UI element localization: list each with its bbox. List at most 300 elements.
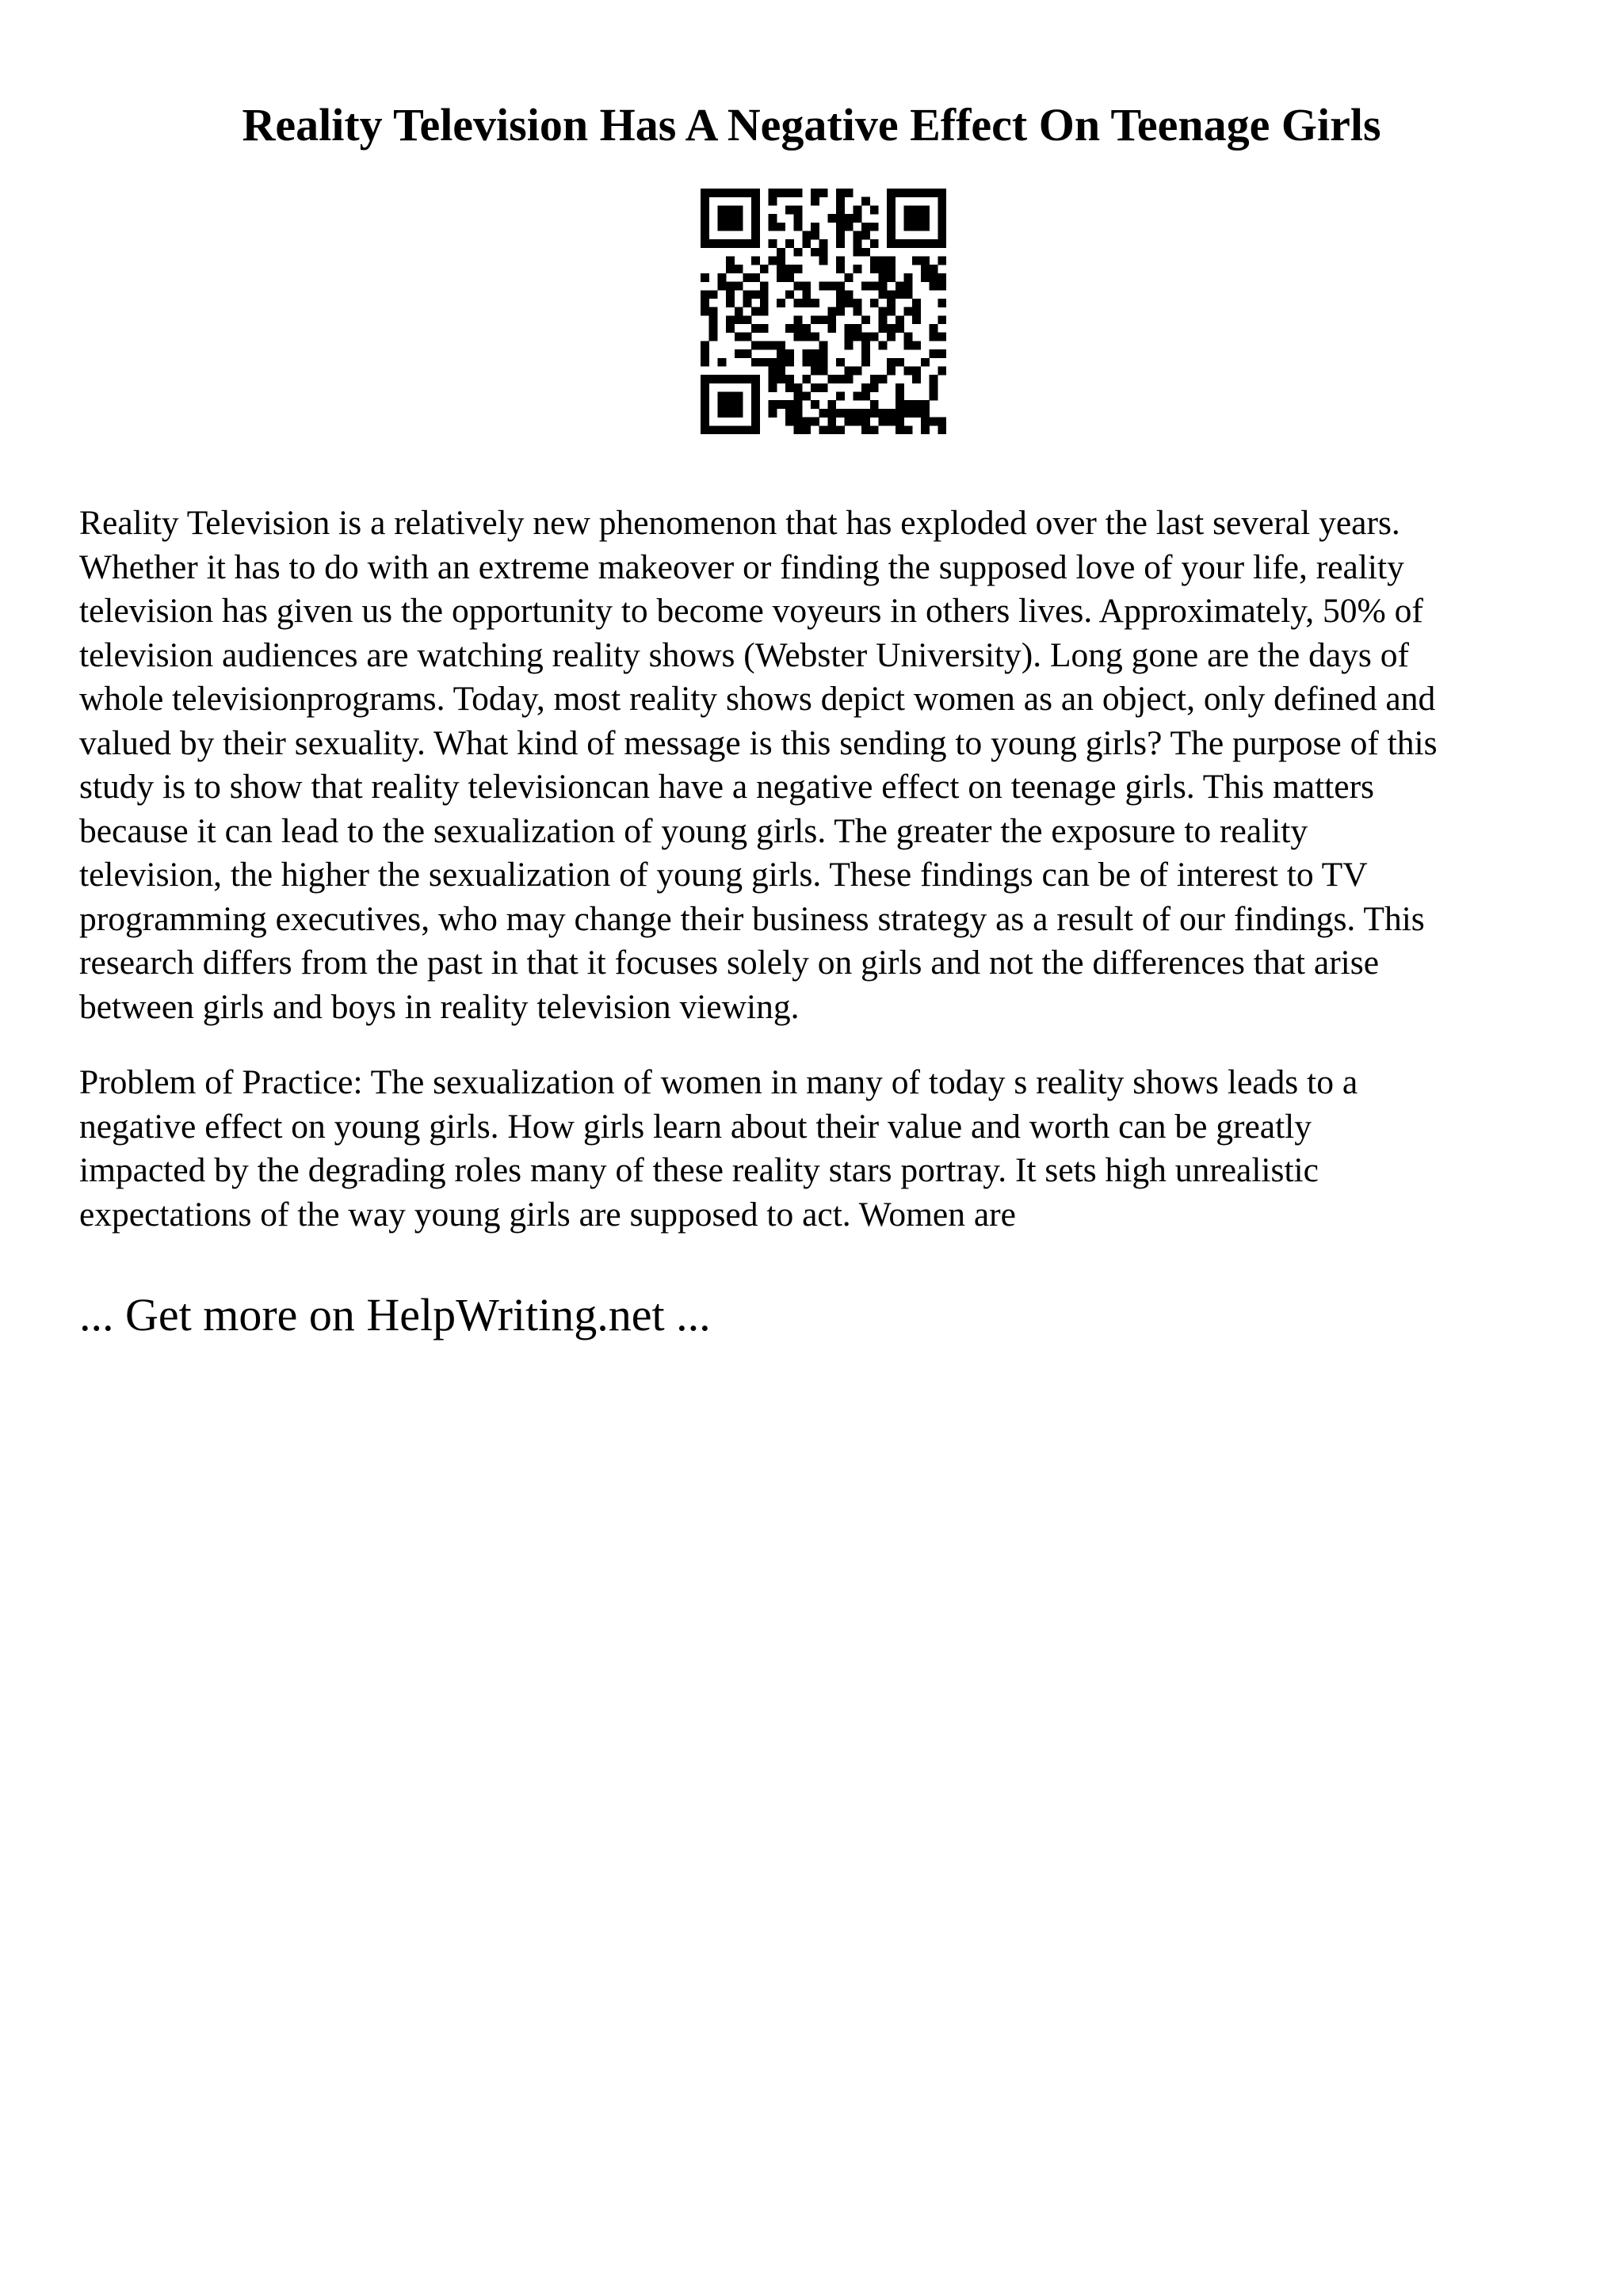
qr-module	[802, 333, 811, 341]
qr-module	[870, 299, 879, 307]
qr-module	[726, 189, 735, 197]
qr-module	[735, 333, 743, 341]
qr-module	[861, 231, 870, 239]
qr-module	[938, 223, 946, 231]
qr-module	[878, 341, 887, 349]
get-more-link[interactable]: ... Get more on HelpWriting.net ...	[79, 1289, 711, 1341]
qr-module	[870, 383, 879, 392]
qr-module	[751, 418, 760, 426]
qr-module	[836, 358, 845, 367]
qr-module	[878, 375, 887, 383]
qr-module	[769, 223, 777, 231]
qr-module	[896, 400, 904, 409]
qr-module	[853, 418, 861, 426]
qr-module	[743, 189, 751, 197]
qr-module	[717, 205, 726, 214]
qr-module	[819, 239, 828, 248]
qr-module	[845, 333, 854, 341]
qr-module	[870, 257, 879, 265]
qr-module	[887, 358, 896, 367]
qr-module	[887, 418, 896, 426]
qr-module	[853, 333, 861, 341]
qr-module	[811, 333, 819, 341]
qr-module	[769, 358, 777, 367]
qr-module	[751, 231, 760, 239]
paragraph-line: television audiences are watching reality shows (Webster University). Long gone are the days of	[79, 635, 1409, 674]
qr-module	[794, 189, 803, 197]
qr-module	[794, 248, 803, 257]
qr-module	[794, 400, 803, 409]
qr-module	[878, 315, 887, 324]
paragraph-line: Reality Television is a relatively new phenomenon that has exploded over the last several years.	[79, 504, 1400, 542]
qr-module	[861, 223, 870, 231]
qr-module	[938, 205, 946, 214]
qr-module	[701, 375, 709, 383]
qr-module	[701, 400, 709, 409]
qr-module	[896, 189, 904, 197]
qr-module	[861, 282, 870, 291]
qr-module	[827, 400, 836, 409]
qr-module	[701, 189, 709, 197]
qr-module	[751, 375, 760, 383]
qr-module	[930, 324, 938, 333]
qr-module	[930, 273, 938, 282]
qr-module	[853, 392, 861, 401]
qr-module	[769, 214, 777, 223]
qr-module	[777, 366, 785, 375]
paragraph-line: Problem of Practice: The sexualization of women in many of today s reality shows leads to a	[79, 1063, 1358, 1101]
qr-module	[769, 239, 777, 248]
qr-module	[930, 375, 938, 383]
qr-module	[701, 223, 709, 231]
qr-module	[896, 392, 904, 401]
qr-module	[701, 307, 709, 316]
qr-module	[760, 358, 769, 367]
qr-module	[870, 223, 879, 231]
qr-module	[726, 290, 735, 299]
document-title: Reality Television Has A Negative Effect On Teenage Girls	[242, 99, 1381, 151]
qr-module	[794, 392, 803, 401]
qr-module	[930, 265, 938, 273]
qr-module	[802, 418, 811, 426]
qr-module	[751, 273, 760, 282]
qr-module	[735, 375, 743, 383]
qr-module	[802, 425, 811, 434]
qr-module	[769, 197, 777, 206]
qr-module	[760, 341, 769, 349]
qr-module	[853, 307, 861, 316]
qr-module	[887, 366, 896, 375]
paragraph-line: between girls and boys in reality television viewing.	[79, 987, 800, 1026]
qr-module	[785, 400, 794, 409]
qr-module	[777, 375, 785, 383]
qr-module	[896, 239, 904, 248]
qr-module	[870, 265, 879, 273]
qr-module	[743, 425, 751, 434]
qr-module	[930, 189, 938, 197]
qr-module	[819, 366, 828, 375]
qr-module	[845, 341, 854, 349]
qr-module	[701, 392, 709, 401]
qr-module	[870, 425, 879, 434]
qr-module	[938, 333, 946, 341]
intro-paragraph	[79, 502, 1529, 1029]
qr-module	[836, 290, 845, 299]
qr-module	[896, 315, 904, 324]
paragraph-line: study is to show that reality televisioncan have a negative effect on teenage girls. This matters	[79, 768, 1374, 806]
qr-module	[769, 400, 777, 409]
qr-module	[743, 273, 751, 282]
qr-module	[912, 239, 921, 248]
qr-module	[921, 265, 930, 273]
qr-module	[938, 349, 946, 358]
paragraph-line: Whether it has to do with an extreme makeover or finding the supposed love of your life, reality	[79, 547, 1404, 586]
qr-module	[938, 257, 946, 265]
qr-module	[819, 248, 828, 257]
qr-module	[819, 349, 828, 358]
qr-module	[717, 223, 726, 231]
qr-module	[743, 315, 751, 324]
qr-module	[751, 392, 760, 401]
qr-module	[904, 333, 913, 341]
qr-module	[878, 324, 887, 333]
qr-module	[726, 425, 735, 434]
qr-module	[709, 333, 718, 341]
qr-module	[735, 214, 743, 223]
qr-module	[836, 239, 845, 248]
qr-module	[887, 299, 896, 307]
qr-module	[751, 307, 760, 316]
qr-module	[785, 189, 794, 197]
qr-module	[861, 333, 870, 341]
qr-module	[802, 239, 811, 248]
qr-module	[887, 239, 896, 248]
qr-module	[853, 324, 861, 333]
qr-module	[861, 341, 870, 349]
qr-module	[701, 409, 709, 418]
qr-module	[921, 214, 930, 223]
qr-module	[921, 358, 930, 367]
qr-module	[896, 358, 904, 367]
qr-module	[811, 358, 819, 367]
qr-module	[743, 375, 751, 383]
qr-module	[726, 205, 735, 214]
qr-module	[794, 315, 803, 324]
qr-module	[777, 299, 785, 307]
qr-module	[930, 239, 938, 248]
qr-module	[751, 425, 760, 434]
qr-module	[802, 375, 811, 383]
qr-module	[887, 205, 896, 214]
qr-module	[811, 299, 819, 307]
qr-module	[717, 282, 726, 291]
paragraph-line: television, the higher the sexualization of young girls. These findings can be of interest to TV	[79, 856, 1368, 894]
qr-module	[845, 324, 854, 333]
qr-module	[794, 299, 803, 307]
qr-module	[836, 257, 845, 265]
qr-module	[861, 383, 870, 392]
qr-module	[777, 358, 785, 367]
qr-module	[845, 299, 854, 307]
qr-module	[794, 223, 803, 231]
qr-module	[819, 282, 828, 291]
qr-module	[938, 282, 946, 291]
qr-module	[819, 315, 828, 324]
qr-module	[701, 425, 709, 434]
qr-module	[811, 383, 819, 392]
qr-module	[921, 223, 930, 231]
qr-module	[870, 239, 879, 248]
qr-module	[785, 205, 794, 214]
qr-module	[701, 358, 709, 367]
qr-module	[887, 214, 896, 223]
qr-module	[777, 189, 785, 197]
qr-module	[870, 400, 879, 409]
qr-module	[836, 299, 845, 307]
qr-module	[785, 265, 794, 273]
qr-module	[819, 189, 828, 197]
qr-module	[904, 366, 913, 375]
qr-module	[751, 205, 760, 214]
qr-module	[904, 341, 913, 349]
qr-module	[785, 358, 794, 367]
qr-module	[802, 392, 811, 401]
qr-module	[709, 290, 718, 299]
qr-module	[921, 239, 930, 248]
qr-module	[802, 349, 811, 358]
qr-module	[836, 197, 845, 206]
qr-module	[701, 383, 709, 392]
qr-module	[769, 375, 777, 383]
qr-module	[921, 400, 930, 409]
qr-module	[726, 257, 735, 265]
qr-module	[938, 214, 946, 223]
qr-module	[938, 273, 946, 282]
qr-module	[887, 189, 896, 197]
qr-module	[836, 205, 845, 214]
qr-module	[777, 257, 785, 265]
qr-module	[836, 265, 845, 273]
paragraph-line: television has given us the opportunity to become voyeurs in others lives. Approximately, 50% of	[79, 592, 1423, 630]
qr-module	[930, 383, 938, 392]
qr-module	[930, 349, 938, 358]
qr-module	[921, 273, 930, 282]
qr-module	[701, 290, 709, 299]
qr-module	[878, 418, 887, 426]
qr-module	[904, 307, 913, 316]
paragraph-line: because it can lead to the sexualization of young girls. The greater the exposure to reality	[79, 811, 1308, 850]
qr-module	[904, 214, 913, 223]
qr-module	[726, 223, 735, 231]
qr-module	[794, 324, 803, 333]
qr-module	[819, 425, 828, 434]
qr-module	[878, 273, 887, 282]
qr-module	[777, 341, 785, 349]
qr-module	[701, 214, 709, 223]
qr-module	[785, 239, 794, 248]
qr-module	[887, 257, 896, 265]
paragraph-line: valued by their sexuality. What kind of message is this sending to young girls? The purpose of this	[79, 723, 1438, 762]
qr-module	[726, 324, 735, 333]
qr-module	[794, 383, 803, 392]
qr-module	[701, 341, 709, 349]
qr-module	[912, 315, 921, 324]
qr-module	[709, 425, 718, 434]
qr-module	[785, 273, 794, 282]
qr-module	[726, 392, 735, 401]
qr-module	[938, 239, 946, 248]
qr-module	[785, 324, 794, 333]
qr-module	[794, 282, 803, 291]
qr-module	[709, 189, 718, 197]
qr-module	[777, 349, 785, 358]
qr-module	[701, 239, 709, 248]
qr-module	[853, 265, 861, 273]
qr-module	[811, 197, 819, 206]
qr-module	[878, 307, 887, 316]
qr-module	[845, 290, 854, 299]
qr-module	[853, 214, 861, 223]
qr-module	[794, 425, 803, 434]
qr-module	[853, 248, 861, 257]
qr-module	[751, 358, 760, 367]
paragraph-line: impacted by the degrading roles many of these reality stars portray. It sets high unrealistic	[79, 1151, 1319, 1189]
qr-module	[811, 400, 819, 409]
qr-module	[701, 197, 709, 206]
qr-module	[769, 341, 777, 349]
qr-module	[912, 341, 921, 349]
qr-module	[709, 239, 718, 248]
qr-module	[912, 205, 921, 214]
qr-module	[726, 299, 735, 307]
qr-module	[861, 315, 870, 324]
qr-module	[845, 418, 854, 426]
qr-module	[930, 418, 938, 426]
qr-module	[769, 383, 777, 392]
qr-module	[811, 315, 819, 324]
qr-module	[802, 231, 811, 239]
qr-module	[921, 409, 930, 418]
qr-module	[751, 189, 760, 197]
qr-module	[777, 223, 785, 231]
qr-module	[845, 189, 854, 197]
qr-module	[751, 257, 760, 265]
qr-module	[930, 333, 938, 341]
qr-module	[717, 273, 726, 282]
qr-module	[726, 400, 735, 409]
qr-module	[717, 214, 726, 223]
qr-module	[777, 400, 785, 409]
qr-module	[726, 315, 735, 324]
qr-module	[912, 189, 921, 197]
qr-module	[870, 282, 879, 291]
qr-module	[735, 409, 743, 418]
qr-module	[827, 418, 836, 426]
qr-module	[887, 307, 896, 316]
qr-module	[777, 273, 785, 282]
qr-module	[827, 409, 836, 418]
qr-module	[904, 290, 913, 299]
qr-module	[751, 341, 760, 349]
qr-module	[836, 231, 845, 239]
qr-module	[861, 409, 870, 418]
qr-module	[861, 358, 870, 367]
qr-module	[870, 205, 879, 214]
qr-module	[878, 282, 887, 291]
qr-module	[751, 400, 760, 409]
qr-module	[751, 409, 760, 418]
qr-module	[802, 290, 811, 299]
qr-module	[827, 307, 836, 316]
qr-module	[811, 223, 819, 231]
qr-module	[836, 282, 845, 291]
qr-module	[861, 248, 870, 257]
qr-module	[904, 223, 913, 231]
qr-module	[845, 409, 854, 418]
qr-module	[760, 265, 769, 273]
qr-module	[912, 307, 921, 316]
qr-module	[904, 239, 913, 248]
qr-module	[938, 425, 946, 434]
qr-module	[853, 205, 861, 214]
qr-module	[726, 375, 735, 383]
qr-module	[887, 333, 896, 341]
qr-module	[896, 383, 904, 392]
qr-module	[794, 205, 803, 214]
qr-module	[827, 324, 836, 333]
qr-module	[717, 189, 726, 197]
qr-module	[827, 375, 836, 383]
qr-module	[938, 231, 946, 239]
qr-module	[760, 324, 769, 333]
qr-module	[861, 392, 870, 401]
qr-module	[794, 409, 803, 418]
qr-module	[794, 265, 803, 273]
qr-module	[904, 273, 913, 282]
qr-module	[887, 273, 896, 282]
qr-module	[735, 239, 743, 248]
qr-module	[912, 214, 921, 223]
qr-module	[743, 333, 751, 341]
qr-module	[878, 265, 887, 273]
qr-module	[701, 231, 709, 239]
qr-module	[811, 349, 819, 358]
qr-module	[777, 248, 785, 257]
paragraph-line: programming executives, who may change their business strategy as a result of our findings. This	[79, 899, 1425, 938]
qr-module	[836, 223, 845, 231]
qr-module	[785, 375, 794, 383]
qr-module	[717, 375, 726, 383]
qr-module	[769, 409, 777, 418]
qr-module	[921, 257, 930, 265]
qr-module	[861, 197, 870, 206]
qr-module	[878, 290, 887, 299]
qr-module	[811, 418, 819, 426]
qr-module	[853, 239, 861, 248]
qr-module	[819, 257, 828, 265]
qr-module	[802, 324, 811, 333]
qr-module	[751, 223, 760, 231]
qr-module	[726, 265, 735, 273]
qr-module	[811, 248, 819, 257]
qr-module	[735, 392, 743, 401]
qr-module	[701, 299, 709, 307]
qr-module	[887, 223, 896, 231]
qr-module	[938, 299, 946, 307]
qr-module	[870, 375, 879, 383]
qr-module	[785, 418, 794, 426]
qr-module	[760, 299, 769, 307]
